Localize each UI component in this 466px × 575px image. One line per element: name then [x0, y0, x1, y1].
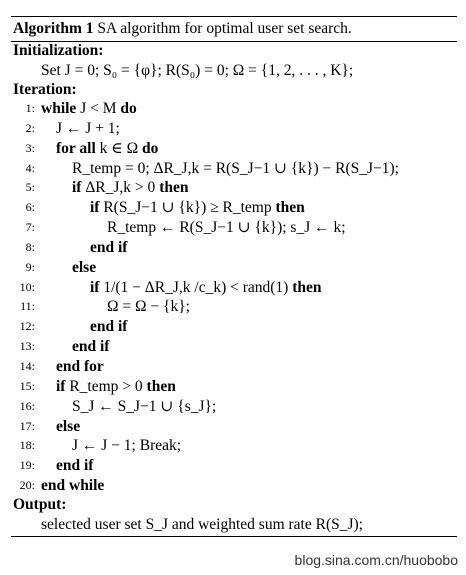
algorithm-line: [11, 218, 457, 238]
line-code: J ← J + 1;: [56, 119, 120, 137]
line-number: 14:: [19, 358, 35, 373]
algorithm-box: [11, 16, 457, 537]
algorithm-line: [11, 337, 457, 357]
line-code: if ΔR_J,k > 0 then: [72, 179, 189, 197]
line-number: 1:: [25, 101, 35, 115]
algorithm-line: [11, 159, 457, 179]
line-code: else: [72, 258, 97, 276]
line-code: Ω = Ω − {k};: [107, 298, 190, 316]
line-number: 18:: [19, 438, 35, 453]
output-line: selected user set S_J and weighted sum rate R(S_J);: [41, 515, 363, 533]
initialization-line: Set J = 0; S₀ = {φ}; R(S₀) = 0; Ω = {1, 2, . . . , K};: [41, 62, 354, 79]
line-number: 4:: [25, 160, 35, 175]
line-number: 8:: [25, 239, 35, 254]
line-number: 6:: [25, 200, 35, 215]
line-code: while J < M do: [41, 100, 137, 117]
algorithm-line: [11, 99, 457, 119]
algorithm-line: [11, 436, 457, 456]
line-code: S_J ← S_J−1 ∪ {s_J};: [72, 397, 217, 415]
line-number: 12:: [19, 319, 35, 334]
algorithm-line: [11, 456, 457, 476]
line-number: 13:: [19, 339, 35, 354]
algorithm-line: [11, 178, 457, 198]
line-code: if R(S_J−1 ∪ {k}) ≥ R_temp then: [90, 199, 305, 217]
line-number: 10:: [19, 279, 35, 294]
line-code: R_temp ← R(S_J−1 ∪ {k}); s_J ← k;: [107, 219, 346, 237]
line-number: 17:: [19, 418, 35, 433]
line-code: end if: [90, 238, 128, 256]
algorithm-line: [11, 297, 457, 317]
line-number: 3:: [25, 140, 35, 155]
initialization-heading: Initialization:: [13, 42, 104, 59]
bottom-rule: [11, 536, 457, 537]
line-code: end while: [41, 477, 105, 495]
line-number: 15:: [19, 378, 35, 393]
caption-text: SA algorithm for optimal user set search.: [97, 20, 352, 37]
iteration-heading: Iteration:: [13, 81, 77, 98]
algorithm-line: [11, 317, 457, 337]
watermark-text: blog.sina.com.cn/huobobo: [294, 552, 458, 568]
line-code: for all k ∈ Ω do: [56, 139, 159, 157]
line-number: 19:: [19, 458, 35, 473]
algorithm-line: [11, 357, 457, 377]
line-number: 20:: [19, 478, 35, 493]
line-code: J ← J − 1; Break;: [72, 437, 182, 455]
algorithm-line: [11, 417, 457, 437]
algorithm-line: [11, 377, 457, 397]
algorithm-line: [11, 278, 457, 298]
line-code: if 1/(1 − ΔR_J,k /c_k) < rand(1) then: [90, 278, 322, 296]
algorithm-caption: [11, 17, 457, 41]
algorithm-line: [11, 476, 457, 496]
line-number: 16:: [19, 398, 35, 413]
line-code: end if: [90, 318, 128, 336]
line-number: 7:: [25, 220, 35, 235]
line-code: if R_temp > 0 then: [56, 377, 176, 395]
line-number: 9:: [25, 259, 35, 274]
iteration-lines: [11, 99, 457, 496]
line-code: end for: [56, 357, 104, 375]
line-code: else: [56, 417, 81, 435]
caption-label: Algorithm 1: [13, 20, 94, 37]
line-code: end if: [72, 338, 110, 356]
algorithm-line: [11, 139, 457, 159]
algorithm-line: [11, 119, 457, 139]
algorithm-line: [11, 198, 457, 218]
algorithm-line: [11, 258, 457, 278]
algorithm-line: [11, 238, 457, 258]
output-heading: Output:: [13, 495, 67, 513]
line-number: 11:: [20, 299, 35, 314]
line-code: end if: [56, 457, 94, 475]
algorithm-line: [11, 397, 457, 417]
line-number: 5:: [25, 180, 35, 195]
line-code: R_temp = 0; ΔR_J,k = R(S_J−1 ∪ {k}) − R(S_J−1);: [72, 159, 399, 177]
line-number: 2:: [25, 120, 35, 135]
